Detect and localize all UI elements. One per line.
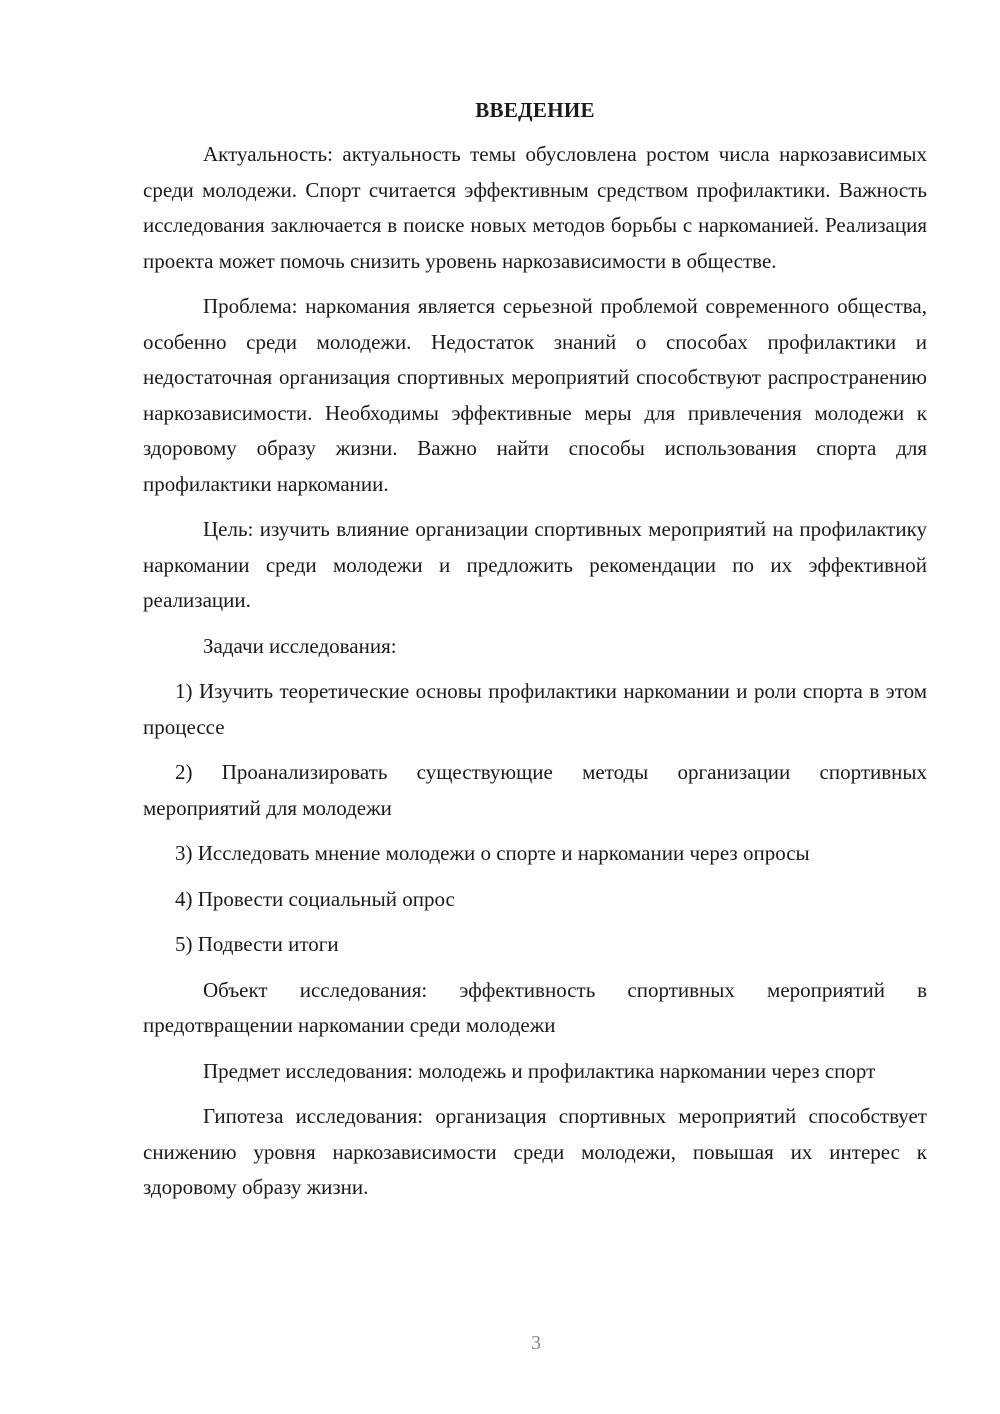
paragraph-hypothesis: Гипотеза исследования: организация спортивных мероприятий способствует снижению уровня наркозависимости среди молодежи, повышая их интерес к здоровому образу жизни. <box>143 1104 927 1199</box>
task-item-5: 5) Подвести итоги <box>175 932 339 956</box>
paragraph-relevance: Актуальность: актуальность темы обусловлена ростом числа наркозависимых среди молодежи. Спорт считается эффективным средством профилактики. Важность исследования заключается в поиске новых методов борьбы с наркоманией. Реализация проекта может помочь снизить уровень наркозависимости в обществе. <box>143 142 927 273</box>
task-item-1: 1) Изучить теоретические основы профилактики наркомании и роли спорта в этом процессе <box>143 679 927 739</box>
tasks-heading: Задачи исследования: <box>203 633 397 658</box>
paragraph-problem: Проблема: наркомания является серьезной проблемой современного общества, особенно среди молодежи. Недостаток знаний о способах профилактики и недостаточная организация спортивных мероприятий способствуют распространению наркозависимости. Необходимы эффективные меры для привлечения молодежи к здоровому образу жизни. Важно найти способы использования спорта для профилактики наркомании. <box>143 294 927 496</box>
task-item-2: 2) Проанализировать существующие методы организации спортивных мероприятий для молодежи <box>143 760 927 820</box>
paragraph-object: Объект исследования: эффективность спортивных мероприятий в предотвращении наркомании среди молодежи <box>143 977 927 1037</box>
paragraph-goal: Цель: изучить влияние организации спортивных мероприятий на профилактику наркомании среди молодежи и предложить рекомендации по их эффективной реализации. <box>143 517 927 612</box>
task-item-3: 3) Исследовать мнение молодежи о спорте и наркомании через опросы <box>175 841 810 865</box>
document-body <box>143 95 927 1216</box>
page-number: 3 <box>531 1332 541 1354</box>
section-title: ВВЕДЕНИЕ <box>475 98 595 122</box>
task-item-4: 4) Провести социальный опрос <box>175 886 455 911</box>
paragraph-subject: Предмет исследования: молодежь и профилактика наркомании через спорт <box>203 1058 876 1083</box>
